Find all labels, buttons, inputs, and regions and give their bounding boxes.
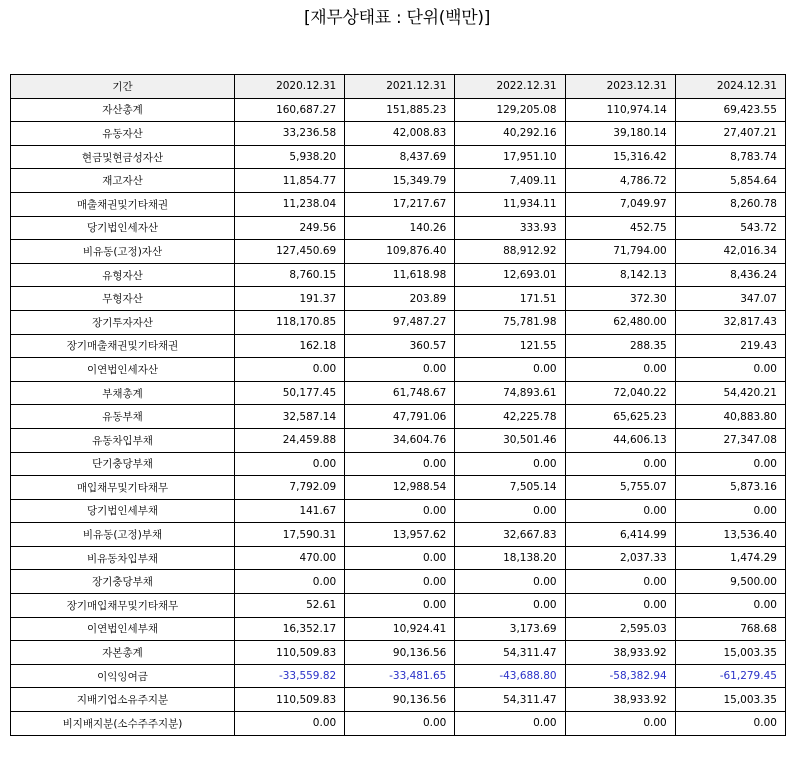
value-cell: 17,951.10 [455,145,565,169]
value-cell: 0.00 [235,570,345,594]
value-cell: 0.00 [345,358,455,382]
table-row [11,594,786,618]
value-cell: 32,817.43 [675,310,785,334]
value-cell: 0.00 [675,499,785,523]
value-cell: 0.00 [345,594,455,618]
value-cell: 32,587.14 [235,405,345,429]
row-label: 이연법인세부채 [11,617,235,641]
value-cell: 54,420.21 [675,381,785,405]
value-cell: 0.00 [565,499,675,523]
row-label: 비지배지분(소수주주지분) [11,712,235,736]
value-cell: 0.00 [455,570,565,594]
value-cell: 249.56 [235,216,345,240]
value-cell: 17,590.31 [235,523,345,547]
value-cell: 203.89 [345,287,455,311]
table-row [11,641,786,665]
table-row [11,452,786,476]
value-cell: 69,423.55 [675,98,785,122]
value-cell: 18,138.20 [455,546,565,570]
value-cell: 5,854.64 [675,169,785,193]
value-cell: 0.00 [345,712,455,736]
row-label: 단기충당부채 [11,452,235,476]
table-row [11,216,786,240]
value-cell: 5,938.20 [235,145,345,169]
value-cell: 72,040.22 [565,381,675,405]
table-row [11,263,786,287]
table-row [11,145,786,169]
page-title: [재무상태표 : 단위(백만)] [303,8,491,28]
table-row [11,287,786,311]
value-cell: 0.00 [235,712,345,736]
value-cell: 0.00 [455,452,565,476]
value-cell: 38,933.92 [565,688,675,712]
value-cell: 54,311.47 [455,688,565,712]
value-cell: 1,474.29 [675,546,785,570]
value-cell: 8,142.13 [565,263,675,287]
value-cell: 50,177.45 [235,381,345,405]
value-cell: 7,505.14 [455,476,565,500]
value-cell: 11,238.04 [235,192,345,216]
value-cell: 10,924.41 [345,617,455,641]
value-cell: 33,236.58 [235,122,345,146]
value-cell: 7,049.97 [565,192,675,216]
row-label: 부채총계 [11,381,235,405]
value-cell: 65,625.23 [565,405,675,429]
value-cell: 7,409.11 [455,169,565,193]
table-row [11,240,786,264]
value-cell: 7,792.09 [235,476,345,500]
value-cell: 0.00 [235,452,345,476]
value-cell: 34,604.76 [345,428,455,452]
row-label: 장기충당부채 [11,570,235,594]
value-cell: 90,136.56 [345,641,455,665]
value-cell: 118,170.85 [235,310,345,334]
value-cell: 11,618.98 [345,263,455,287]
value-cell: 27,407.21 [675,122,785,146]
value-cell: 42,016.34 [675,240,785,264]
value-cell: 8,436.24 [675,263,785,287]
table-row [11,428,786,452]
row-label: 유동자산 [11,122,235,146]
value-cell: 47,791.06 [345,405,455,429]
value-cell: 44,606.13 [565,428,675,452]
value-cell: 0.00 [345,546,455,570]
row-label: 이연법인세자산 [11,358,235,382]
value-cell: 12,693.01 [455,263,565,287]
value-cell: 74,893.61 [455,381,565,405]
value-cell: 5,873.16 [675,476,785,500]
table-row [11,712,786,736]
value-cell: 470.00 [235,546,345,570]
value-cell: 97,487.27 [345,310,455,334]
value-cell: 0.00 [345,452,455,476]
value-cell: 0.00 [675,358,785,382]
value-cell: 0.00 [565,452,675,476]
value-cell: 347.07 [675,287,785,311]
value-cell: 121.55 [455,334,565,358]
table-row [11,523,786,547]
row-label: 이익잉여금 [11,664,235,688]
value-cell: 360.57 [345,334,455,358]
value-cell: 768.68 [675,617,785,641]
value-cell: 0.00 [565,358,675,382]
value-cell: 127,450.69 [235,240,345,264]
table-row [11,192,786,216]
value-cell: 8,783.74 [675,145,785,169]
value-cell: -61,279.45 [675,664,785,688]
value-cell: 0.00 [675,452,785,476]
value-cell: 0.00 [455,499,565,523]
row-label: 비유동(고정)부채 [11,523,235,547]
value-cell: 109,876.40 [345,240,455,264]
value-cell: -58,382.94 [565,664,675,688]
value-cell: 54,311.47 [455,641,565,665]
row-label: 장기투자자산 [11,310,235,334]
value-cell: 8,760.15 [235,263,345,287]
table-row [11,570,786,594]
row-label: 자산총계 [11,98,235,122]
header-row [11,75,786,99]
value-cell: 0.00 [565,570,675,594]
row-label: 재고자산 [11,169,235,193]
row-label: 무형자산 [11,287,235,311]
value-cell: 5,755.07 [565,476,675,500]
value-cell: 8,437.69 [345,145,455,169]
year-header: 2021.12.31 [345,75,455,99]
value-cell: 372.30 [565,287,675,311]
value-cell: 17,217.67 [345,192,455,216]
value-cell: 110,509.83 [235,641,345,665]
row-label: 장기매입채무및기타채무 [11,594,235,618]
value-cell: 38,933.92 [565,641,675,665]
value-cell: 110,509.83 [235,688,345,712]
value-cell: 13,536.40 [675,523,785,547]
row-label: 유동차입부채 [11,428,235,452]
value-cell: 27,347.08 [675,428,785,452]
table-row [11,405,786,429]
value-cell: 151,885.23 [345,98,455,122]
year-header: 2022.12.31 [455,75,565,99]
table-row [11,546,786,570]
value-cell: 11,854.77 [235,169,345,193]
value-cell: 2,037.33 [565,546,675,570]
value-cell: 61,748.67 [345,381,455,405]
value-cell: 0.00 [345,499,455,523]
value-cell: 15,003.35 [675,688,785,712]
value-cell: 40,292.16 [455,122,565,146]
value-cell: 160,687.27 [235,98,345,122]
table-row [11,617,786,641]
value-cell: 62,480.00 [565,310,675,334]
value-cell: 171.51 [455,287,565,311]
table-row [11,476,786,500]
value-cell: 40,883.80 [675,405,785,429]
row-label: 매출채권및기타채권 [11,192,235,216]
value-cell: 90,136.56 [345,688,455,712]
value-cell: 333.93 [455,216,565,240]
value-cell: 129,205.08 [455,98,565,122]
row-label: 유동부채 [11,405,235,429]
value-cell: 0.00 [565,594,675,618]
value-cell: 30,501.46 [455,428,565,452]
value-cell: 0.00 [455,594,565,618]
value-cell: 88,912.92 [455,240,565,264]
value-cell: 191.37 [235,287,345,311]
value-cell: 2,595.03 [565,617,675,641]
value-cell: 15,316.42 [565,145,675,169]
value-cell: 24,459.88 [235,428,345,452]
value-cell: 3,173.69 [455,617,565,641]
value-cell: 110,974.14 [565,98,675,122]
table-row [11,98,786,122]
table-row [11,169,786,193]
row-label: 비유동(고정)자산 [11,240,235,264]
value-cell: 4,786.72 [565,169,675,193]
value-cell: -33,559.82 [235,664,345,688]
value-cell: 16,352.17 [235,617,345,641]
value-cell: 71,794.00 [565,240,675,264]
value-cell: 13,957.62 [345,523,455,547]
table-row [11,310,786,334]
value-cell: 42,225.78 [455,405,565,429]
value-cell: 15,349.79 [345,169,455,193]
value-cell: 0.00 [675,594,785,618]
value-cell: 11,934.11 [455,192,565,216]
value-cell: 0.00 [345,570,455,594]
row-label: 자본총계 [11,641,235,665]
table-row [11,381,786,405]
row-label: 현금및현금성자산 [11,145,235,169]
value-cell: 9,500.00 [675,570,785,594]
value-cell: 32,667.83 [455,523,565,547]
value-cell: -33,481.65 [345,664,455,688]
table-row [11,358,786,382]
balance-sheet-table [10,74,786,736]
table-row [11,688,786,712]
table-row [11,334,786,358]
row-label: 지배기업소유주지분 [11,688,235,712]
value-cell: 39,180.14 [565,122,675,146]
year-header: 2024.12.31 [675,75,785,99]
value-cell: 288.35 [565,334,675,358]
value-cell: 162.18 [235,334,345,358]
value-cell: 8,260.78 [675,192,785,216]
table-row [11,499,786,523]
value-cell: 543.72 [675,216,785,240]
year-header: 2020.12.31 [235,75,345,99]
row-label: 비유동차입부채 [11,546,235,570]
value-cell: 452.75 [565,216,675,240]
value-cell: 6,414.99 [565,523,675,547]
value-cell: -43,688.80 [455,664,565,688]
value-cell: 12,988.54 [345,476,455,500]
row-label: 장기매출채권및기타채권 [11,334,235,358]
value-cell: 0.00 [235,358,345,382]
value-cell: 0.00 [455,358,565,382]
value-cell: 42,008.83 [345,122,455,146]
value-cell: 15,003.35 [675,641,785,665]
period-header: 기간 [11,75,235,99]
value-cell: 141.67 [235,499,345,523]
value-cell: 0.00 [675,712,785,736]
value-cell: 0.00 [565,712,675,736]
table-row [11,664,786,688]
row-label: 당기법인세자산 [11,216,235,240]
value-cell: 0.00 [455,712,565,736]
value-cell: 219.43 [675,334,785,358]
value-cell: 140.26 [345,216,455,240]
year-header: 2023.12.31 [565,75,675,99]
table-row [11,122,786,146]
value-cell: 52.61 [235,594,345,618]
row-label: 유형자산 [11,263,235,287]
value-cell: 75,781.98 [455,310,565,334]
row-label: 매입채무및기타채무 [11,476,235,500]
row-label: 당기법인세부채 [11,499,235,523]
